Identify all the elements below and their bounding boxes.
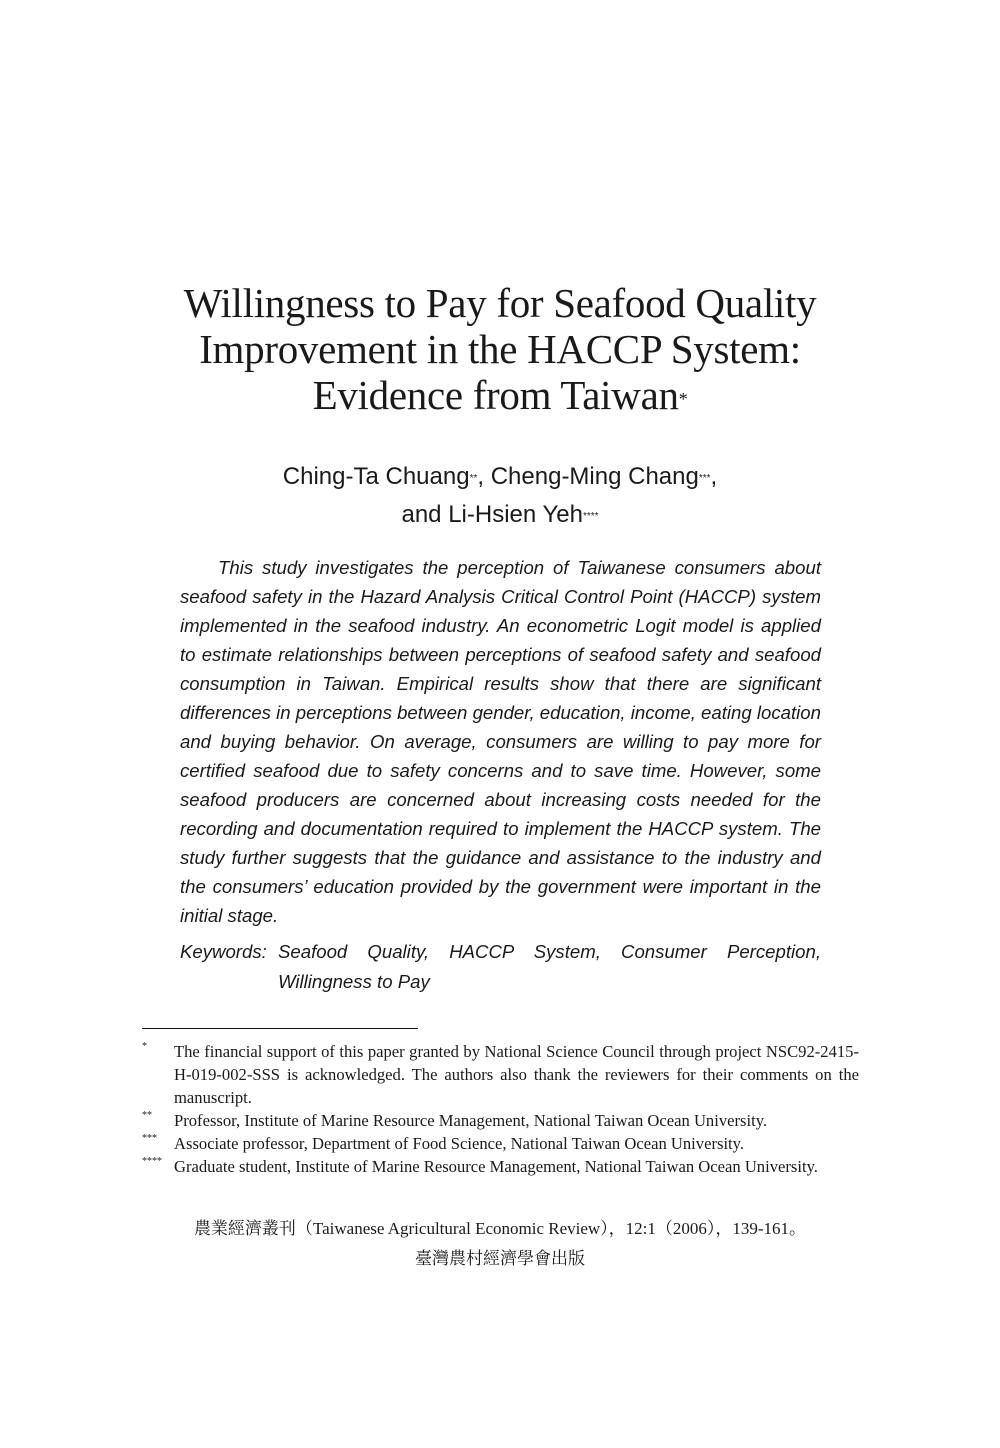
footnote-divider [142, 1028, 418, 1029]
abstract-text: This study investigates the perception of Taiwanese consumers about seafood safety in the Hazard Analysis Critical Control Point (HACCP) system implemented in the seafood industry. An econometric Logit model is applied to estimate relationships between perceptions of seafood safety and seafood consumption in Taiwan. Empirical results show that there are significant differences in perceptions between gender, education, income, eating location and buying behavior. On average, consumers are willing to pay more for certified seafood due to safety concerns and to save time. However, some seafood producers are concerned about increasing costs needed for the recording and documentation required to implement the HACCP system. The study further suggests that the guidance and assistance to the industry and the consumers’ education provided by the government were important in the initial stage. [180, 557, 821, 926]
author-footnote-mark: ** [469, 473, 478, 484]
footnote [142, 1040, 859, 1109]
footnotes [142, 1040, 859, 1178]
footnote [142, 1109, 859, 1132]
publisher-line: 臺灣農村經濟學會出版 [415, 1249, 585, 1269]
author-line [140, 496, 860, 534]
author-name: Ching-Ta Chuang [282, 463, 470, 490]
author-footnote-mark: *** [698, 473, 711, 484]
footnote-mark: * [142, 1041, 147, 1052]
footnote [142, 1155, 859, 1178]
author-separator: , [477, 463, 491, 490]
author-footnote-mark: **** [582, 511, 599, 522]
title-footnote-mark: * [678, 389, 688, 409]
footnote-text: Professor, Institute of Marine Resource Management, National Taiwan Ocean University. [174, 1111, 768, 1130]
title-line-text: Evidence from Taiwan [312, 372, 679, 418]
footnote-mark: **** [142, 1156, 162, 1167]
keywords-label: Keywords: [180, 941, 267, 962]
title-line: Willingness to Pay for Seafood Quality [183, 280, 817, 326]
author-prefix: and [401, 501, 449, 528]
title-line [140, 372, 860, 418]
title-line: Improvement in the HACCP System: [199, 326, 801, 372]
author-list [140, 458, 860, 534]
journal-citation: 農業經濟叢刊（Taiwanese Agricultural Economic Review），12:1（2006），139-161。 [193, 1219, 807, 1238]
author-line [140, 458, 860, 496]
footnote-text: Graduate student, Institute of Marine Resource Management, National Taiwan Ocean University. [174, 1157, 818, 1176]
footnote-text: The financial support of this paper granted by National Science Council through project NSC92-2415-H-019-002-SSS is acknowledged. The authors also thank the reviewers for their comments on the manuscript. [174, 1042, 859, 1107]
footnote-mark: *** [142, 1133, 157, 1144]
footnote-text: Associate professor, Department of Food Science, National Taiwan Ocean University. [174, 1134, 745, 1153]
keywords [180, 937, 821, 997]
author-name: Cheng-Ming Chang [490, 463, 699, 490]
footnote [142, 1132, 859, 1155]
keywords-list: Seafood Quality, HACCP System, Consumer Perception, Willingness to Pay [278, 941, 821, 992]
author-separator: , [710, 463, 718, 490]
author-name: Li-Hsien Yeh [448, 501, 583, 528]
footnote-mark: ** [142, 1110, 152, 1121]
paper-title [140, 280, 860, 418]
